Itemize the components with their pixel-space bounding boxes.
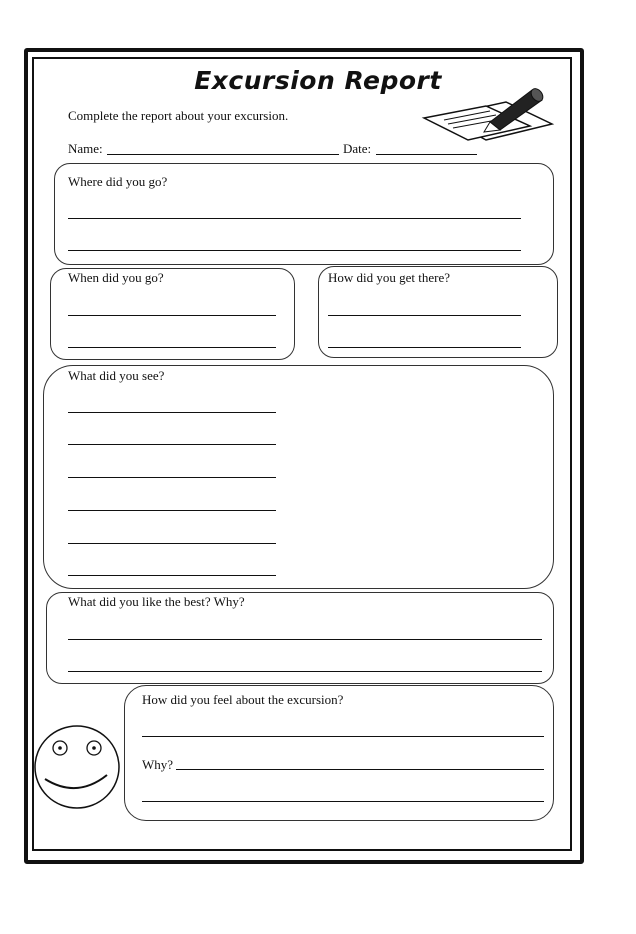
best-answer-line[interactable] bbox=[68, 671, 542, 672]
date-field[interactable] bbox=[376, 154, 477, 155]
how-answer-line[interactable] bbox=[328, 347, 521, 348]
when-answer-line[interactable] bbox=[68, 315, 276, 316]
date-label: Date: bbox=[343, 141, 372, 156]
see-answer-line[interactable] bbox=[68, 575, 276, 576]
name-field[interactable] bbox=[107, 154, 339, 155]
paper-and-pencil-icon bbox=[420, 84, 556, 146]
see-answer-line[interactable] bbox=[68, 444, 276, 445]
feel-answer-line[interactable] bbox=[142, 736, 544, 737]
when-answer-line[interactable] bbox=[68, 347, 276, 348]
how-question: How did you get there? bbox=[328, 270, 451, 285]
why-label: Why? bbox=[142, 757, 174, 772]
feel-question: How did you feel about the excursion? bbox=[142, 692, 344, 707]
instructions-text: Complete the report about your excursion. bbox=[68, 108, 289, 123]
best-answer-line[interactable] bbox=[68, 639, 542, 640]
where-answer-line[interactable] bbox=[68, 218, 521, 219]
why-answer-line[interactable] bbox=[176, 769, 544, 770]
best-question: What did you like the best? Why? bbox=[68, 594, 245, 609]
how-answer-line[interactable] bbox=[328, 315, 521, 316]
see-answer-line[interactable] bbox=[68, 510, 276, 511]
where-question: Where did you go? bbox=[68, 174, 168, 189]
see-answer-line[interactable] bbox=[68, 543, 276, 544]
feel-answer-line[interactable] bbox=[142, 801, 544, 802]
see-question: What did you see? bbox=[68, 368, 165, 383]
worksheet-title: Excursion Report bbox=[194, 66, 442, 95]
see-answer-line[interactable] bbox=[68, 477, 276, 478]
name-label: Name: bbox=[68, 141, 103, 156]
where-answer-line[interactable] bbox=[68, 250, 521, 251]
see-answer-line[interactable] bbox=[68, 412, 276, 413]
smiley-face-icon bbox=[33, 723, 123, 811]
when-question: When did you go? bbox=[68, 270, 164, 285]
